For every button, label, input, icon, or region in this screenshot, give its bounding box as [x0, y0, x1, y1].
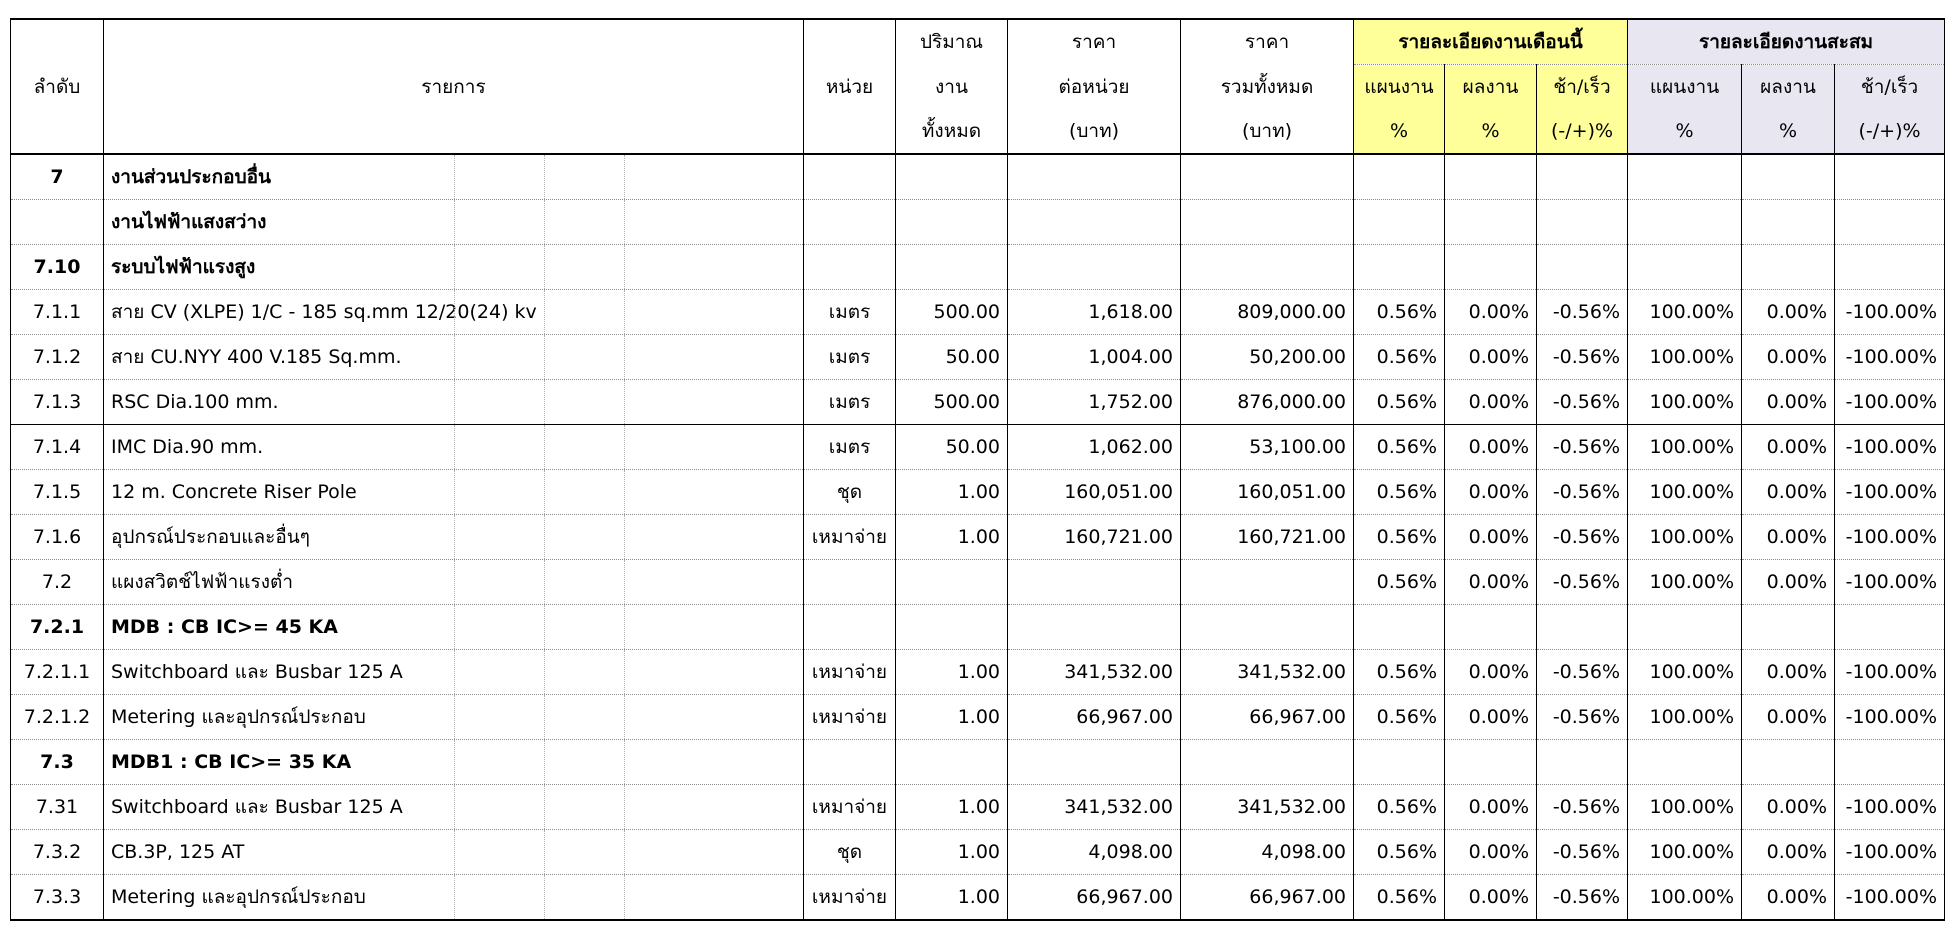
row-qty	[896, 560, 1008, 605]
row-cum-diff: -100.00%	[1835, 560, 1945, 605]
row-cum-diff: -100.00%	[1835, 335, 1945, 380]
row-cum-result	[1742, 605, 1835, 650]
row-item: RSC Dia.100 mm.	[104, 380, 804, 425]
row-unit-price: 160,051.00	[1008, 470, 1181, 515]
row-cum-plan	[1628, 154, 1742, 200]
row-total-price	[1181, 560, 1354, 605]
row-unit: เมตร	[804, 290, 896, 335]
grid-line	[454, 875, 455, 919]
row-month-diff: -0.56%	[1537, 785, 1628, 830]
grid-line	[624, 785, 625, 829]
row-cum-diff: -100.00%	[1835, 515, 1945, 560]
header-unit-price-1: ราคา	[1008, 19, 1181, 65]
row-month-result: 0.00%	[1445, 290, 1537, 335]
row-total-price	[1181, 200, 1354, 245]
grid-line	[544, 290, 545, 334]
table-row	[11, 695, 1945, 740]
row-total-price: 160,721.00	[1181, 515, 1354, 560]
grid-line	[624, 560, 625, 604]
row-cum-result	[1742, 154, 1835, 200]
row-unit-price: 66,967.00	[1008, 875, 1181, 921]
row-unit	[804, 154, 896, 200]
row-item: Switchboard และ Busbar 125 A	[104, 785, 804, 830]
row-total-price: 876,000.00	[1181, 380, 1354, 425]
row-month-plan: 0.56%	[1354, 560, 1445, 605]
row-month-diff	[1537, 740, 1628, 785]
row-qty: 1.00	[896, 650, 1008, 695]
row-total-price: 341,532.00	[1181, 650, 1354, 695]
grid-line	[544, 515, 545, 559]
row-unit-price	[1008, 740, 1181, 785]
grid-line	[544, 740, 545, 784]
row-month-plan: 0.56%	[1354, 785, 1445, 830]
grid-line	[624, 470, 625, 514]
grid-line	[454, 830, 455, 874]
row-total-price: 50,200.00	[1181, 335, 1354, 380]
row-seq: 7.2.1.1	[11, 650, 104, 695]
grid-line	[544, 155, 545, 199]
grid-line	[454, 695, 455, 739]
row-cum-diff: -100.00%	[1835, 470, 1945, 515]
row-unit: เหมาจ่าย	[804, 695, 896, 740]
grid-line	[454, 290, 455, 334]
row-month-plan: 0.56%	[1354, 425, 1445, 470]
row-cum-plan: 100.00%	[1628, 785, 1742, 830]
header-cum-diff: ช้า/เร็ว	[1835, 65, 1945, 110]
table-row	[11, 875, 1945, 921]
row-cum-result: 0.00%	[1742, 830, 1835, 875]
row-unit-price	[1008, 605, 1181, 650]
row-month-result: 0.00%	[1445, 695, 1537, 740]
row-month-diff: -0.56%	[1537, 695, 1628, 740]
header-seq: ลำดับ	[11, 19, 104, 154]
header-qty-2: งาน	[896, 65, 1008, 110]
grid-line	[544, 695, 545, 739]
row-month-plan: 0.56%	[1354, 335, 1445, 380]
row-total-price	[1181, 605, 1354, 650]
row-month-diff: -0.56%	[1537, 830, 1628, 875]
table-row	[11, 560, 1945, 605]
row-month-plan	[1354, 200, 1445, 245]
row-item: ระบบไฟฟ้าแรงสูง	[104, 245, 804, 290]
row-unit: เมตร	[804, 335, 896, 380]
grid-line	[454, 560, 455, 604]
row-cum-diff: -100.00%	[1835, 695, 1945, 740]
grid-line	[624, 695, 625, 739]
row-unit: เหมาจ่าย	[804, 650, 896, 695]
table-row	[11, 200, 1945, 245]
row-item: อุปกรณ์ประกอบและอื่นๆ	[104, 515, 804, 560]
row-unit-price: 1,004.00	[1008, 335, 1181, 380]
row-cum-diff	[1835, 200, 1945, 245]
header-unit: หน่วย	[804, 19, 896, 154]
header-month-result-unit: %	[1445, 109, 1537, 154]
table-row	[11, 335, 1945, 380]
row-month-diff	[1537, 200, 1628, 245]
row-unit-price: 1,752.00	[1008, 380, 1181, 425]
header-cum-diff-unit: (-/+)%	[1835, 109, 1945, 154]
grid-line	[454, 650, 455, 694]
row-cum-diff: -100.00%	[1835, 830, 1945, 875]
row-cum-plan: 100.00%	[1628, 650, 1742, 695]
row-unit-price	[1008, 245, 1181, 290]
row-unit-price	[1008, 200, 1181, 245]
row-unit-price: 66,967.00	[1008, 695, 1181, 740]
row-cum-result: 0.00%	[1742, 695, 1835, 740]
grid-line	[544, 470, 545, 514]
grid-line	[624, 155, 625, 199]
row-month-result: 0.00%	[1445, 380, 1537, 425]
row-seq: 7.3.2	[11, 830, 104, 875]
row-cum-result: 0.00%	[1742, 785, 1835, 830]
header-total-price-2: รวมทั้งหมด	[1181, 65, 1354, 110]
row-month-plan: 0.56%	[1354, 695, 1445, 740]
grid-line	[454, 155, 455, 199]
row-unit: เมตร	[804, 425, 896, 470]
row-month-result: 0.00%	[1445, 470, 1537, 515]
row-unit-price: 1,618.00	[1008, 290, 1181, 335]
row-qty: 500.00	[896, 380, 1008, 425]
grid-line	[454, 740, 455, 784]
row-qty: 500.00	[896, 290, 1008, 335]
row-item: Metering และอุปกรณ์ประกอบ	[104, 875, 804, 921]
row-qty: 1.00	[896, 695, 1008, 740]
table-row	[11, 290, 1945, 335]
header-month-plan: แผนงาน	[1354, 65, 1445, 110]
table-row	[11, 650, 1945, 695]
row-month-result	[1445, 605, 1537, 650]
row-cum-plan	[1628, 200, 1742, 245]
row-unit: เหมาจ่าย	[804, 515, 896, 560]
header-total-price-3: (บาท)	[1181, 109, 1354, 154]
row-month-result: 0.00%	[1445, 335, 1537, 380]
grid-line	[454, 470, 455, 514]
grid-line	[624, 245, 625, 289]
row-month-diff: -0.56%	[1537, 425, 1628, 470]
header-cum-plan: แผนงาน	[1628, 65, 1742, 110]
grid-line	[544, 200, 545, 244]
row-seq: 7.2	[11, 560, 104, 605]
row-cum-diff: -100.00%	[1835, 425, 1945, 470]
row-month-result	[1445, 740, 1537, 785]
header-cumulative: รายละเอียดงานสะสม	[1628, 19, 1945, 65]
row-month-result: 0.00%	[1445, 875, 1537, 921]
row-month-plan	[1354, 605, 1445, 650]
row-seq: 7.1.4	[11, 425, 104, 470]
row-total-price	[1181, 154, 1354, 200]
grid-line	[544, 785, 545, 829]
row-item: แผงสวิตช์ไฟฟ้าแรงต่ำ	[104, 560, 804, 605]
row-unit: ชุด	[804, 470, 896, 515]
header-month-diff-unit: (-/+)%	[1537, 109, 1628, 154]
row-cum-result: 0.00%	[1742, 560, 1835, 605]
table-row	[11, 425, 1945, 470]
row-cum-plan: 100.00%	[1628, 830, 1742, 875]
row-unit	[804, 740, 896, 785]
row-unit-price: 160,721.00	[1008, 515, 1181, 560]
header-total-price-1: ราคา	[1181, 19, 1354, 65]
row-cum-plan: 100.00%	[1628, 695, 1742, 740]
row-month-diff: -0.56%	[1537, 515, 1628, 560]
row-qty: 1.00	[896, 470, 1008, 515]
row-month-plan: 0.56%	[1354, 470, 1445, 515]
row-cum-diff: -100.00%	[1835, 875, 1945, 921]
row-cum-diff	[1835, 740, 1945, 785]
row-month-plan: 0.56%	[1354, 290, 1445, 335]
row-seq: 7.1.6	[11, 515, 104, 560]
row-qty	[896, 245, 1008, 290]
header-cum-plan-unit: %	[1628, 109, 1742, 154]
row-unit	[804, 560, 896, 605]
row-month-diff: -0.56%	[1537, 470, 1628, 515]
row-seq: 7.1.1	[11, 290, 104, 335]
grid-line	[544, 335, 545, 379]
grid-line	[624, 515, 625, 559]
row-qty: 1.00	[896, 875, 1008, 921]
row-qty: 1.00	[896, 785, 1008, 830]
row-month-plan: 0.56%	[1354, 875, 1445, 921]
grid-line	[454, 785, 455, 829]
row-item: 12 m. Concrete Riser Pole	[104, 470, 804, 515]
row-item: งานส่วนประกอบอื่น	[104, 154, 804, 200]
row-month-diff: -0.56%	[1537, 290, 1628, 335]
header-qty-3: ทั้งหมด	[896, 109, 1008, 154]
row-total-price: 66,967.00	[1181, 695, 1354, 740]
row-cum-plan	[1628, 605, 1742, 650]
grid-line	[624, 200, 625, 244]
row-cum-diff	[1835, 605, 1945, 650]
grid-line	[544, 830, 545, 874]
grid-line	[624, 290, 625, 334]
grid-line	[454, 515, 455, 559]
row-seq: 7.3.3	[11, 875, 104, 921]
row-unit: เมตร	[804, 380, 896, 425]
row-month-result: 0.00%	[1445, 425, 1537, 470]
progress-table	[10, 18, 1945, 921]
table-row	[11, 470, 1945, 515]
grid-line	[454, 380, 455, 424]
row-seq: 7.1.5	[11, 470, 104, 515]
row-cum-plan: 100.00%	[1628, 425, 1742, 470]
row-cum-plan: 100.00%	[1628, 470, 1742, 515]
row-cum-result: 0.00%	[1742, 335, 1835, 380]
grid-line	[544, 605, 545, 649]
row-seq: 7	[11, 154, 104, 200]
grid-line	[624, 425, 625, 469]
row-cum-result: 0.00%	[1742, 515, 1835, 560]
header-month-plan-unit: %	[1354, 109, 1445, 154]
row-item: CB.3P, 125 AT	[104, 830, 804, 875]
row-item: สาย CU.NYY 400 V.185 Sq.mm.	[104, 335, 804, 380]
row-unit-price	[1008, 154, 1181, 200]
row-month-plan: 0.56%	[1354, 515, 1445, 560]
row-month-plan: 0.56%	[1354, 650, 1445, 695]
grid-line	[624, 335, 625, 379]
row-seq: 7.2.1.2	[11, 695, 104, 740]
header-cum-result: ผลงาน	[1742, 65, 1835, 110]
grid-line	[624, 830, 625, 874]
row-cum-plan: 100.00%	[1628, 515, 1742, 560]
row-seq: 7.2.1	[11, 605, 104, 650]
header-cum-result-unit: %	[1742, 109, 1835, 154]
row-cum-plan: 100.00%	[1628, 335, 1742, 380]
row-unit: เหมาจ่าย	[804, 785, 896, 830]
row-cum-result	[1742, 245, 1835, 290]
row-unit: เหมาจ่าย	[804, 875, 896, 921]
row-cum-diff: -100.00%	[1835, 290, 1945, 335]
row-cum-result: 0.00%	[1742, 380, 1835, 425]
header-item: รายการ	[104, 19, 804, 154]
grid-line	[624, 740, 625, 784]
grid-line	[624, 605, 625, 649]
row-month-result: 0.00%	[1445, 830, 1537, 875]
table-row	[11, 245, 1945, 290]
row-unit	[804, 605, 896, 650]
row-unit-price: 4,098.00	[1008, 830, 1181, 875]
table-row	[11, 830, 1945, 875]
table-row	[11, 740, 1945, 785]
row-item: Switchboard และ Busbar 125 A	[104, 650, 804, 695]
row-qty: 1.00	[896, 830, 1008, 875]
row-seq: 7.1.2	[11, 335, 104, 380]
grid-line	[544, 245, 545, 289]
row-total-price	[1181, 245, 1354, 290]
row-unit: ชุด	[804, 830, 896, 875]
row-seq	[11, 200, 104, 245]
header-this-month: รายละเอียดงานเดือนนี้	[1354, 19, 1628, 65]
row-seq: 7.31	[11, 785, 104, 830]
row-month-diff: -0.56%	[1537, 380, 1628, 425]
row-cum-plan: 100.00%	[1628, 875, 1742, 921]
table-row	[11, 380, 1945, 425]
row-cum-result: 0.00%	[1742, 425, 1835, 470]
grid-line	[454, 200, 455, 244]
row-month-result: 0.00%	[1445, 515, 1537, 560]
row-item: IMC Dia.90 mm.	[104, 425, 804, 470]
row-seq: 7.1.3	[11, 380, 104, 425]
row-cum-diff: -100.00%	[1835, 650, 1945, 695]
row-month-diff	[1537, 245, 1628, 290]
row-total-price: 53,100.00	[1181, 425, 1354, 470]
row-month-diff: -0.56%	[1537, 560, 1628, 605]
row-total-price: 66,967.00	[1181, 875, 1354, 921]
header-month-result: ผลงาน	[1445, 65, 1537, 110]
row-cum-result: 0.00%	[1742, 290, 1835, 335]
row-total-price	[1181, 740, 1354, 785]
row-month-result: 0.00%	[1445, 650, 1537, 695]
header-unit-price-2: ต่อหน่วย	[1008, 65, 1181, 110]
grid-line	[624, 380, 625, 424]
row-qty: 1.00	[896, 515, 1008, 560]
table-row	[11, 785, 1945, 830]
row-cum-diff	[1835, 245, 1945, 290]
row-qty	[896, 605, 1008, 650]
grid-line	[624, 650, 625, 694]
row-cum-diff: -100.00%	[1835, 785, 1945, 830]
row-cum-diff	[1835, 154, 1945, 200]
row-qty	[896, 154, 1008, 200]
row-cum-result	[1742, 200, 1835, 245]
row-cum-result: 0.00%	[1742, 650, 1835, 695]
row-seq: 7.3	[11, 740, 104, 785]
grid-line	[544, 425, 545, 469]
row-unit-price	[1008, 560, 1181, 605]
table-row	[11, 605, 1945, 650]
row-item: สาย CV (XLPE) 1/C - 185 sq.mm 12/20(24) kv	[104, 290, 804, 335]
row-cum-plan: 100.00%	[1628, 290, 1742, 335]
grid-line	[544, 650, 545, 694]
row-qty: 50.00	[896, 335, 1008, 380]
row-month-diff: -0.56%	[1537, 875, 1628, 921]
row-item: งานไฟฟ้าแสงสว่าง	[104, 200, 804, 245]
row-month-diff	[1537, 154, 1628, 200]
grid-line	[544, 875, 545, 919]
row-cum-result: 0.00%	[1742, 875, 1835, 921]
row-total-price: 809,000.00	[1181, 290, 1354, 335]
header-unit-price-3: (บาท)	[1008, 109, 1181, 154]
row-cum-plan: 100.00%	[1628, 380, 1742, 425]
row-item: MDB : CB IC>= 45 KA	[104, 605, 804, 650]
row-month-diff: -0.56%	[1537, 335, 1628, 380]
grid-line	[454, 605, 455, 649]
row-total-price: 4,098.00	[1181, 830, 1354, 875]
row-total-price: 341,532.00	[1181, 785, 1354, 830]
row-item: MDB1 : CB IC>= 35 KA	[104, 740, 804, 785]
row-month-result: 0.00%	[1445, 560, 1537, 605]
row-cum-plan	[1628, 245, 1742, 290]
row-cum-plan	[1628, 740, 1742, 785]
row-qty: 50.00	[896, 425, 1008, 470]
table-row	[11, 154, 1945, 200]
grid-line	[544, 560, 545, 604]
row-cum-plan: 100.00%	[1628, 560, 1742, 605]
row-unit	[804, 245, 896, 290]
row-month-plan	[1354, 740, 1445, 785]
row-month-result	[1445, 154, 1537, 200]
grid-line	[624, 875, 625, 919]
row-month-plan: 0.56%	[1354, 380, 1445, 425]
row-cum-result	[1742, 740, 1835, 785]
row-month-result: 0.00%	[1445, 785, 1537, 830]
header-month-diff: ช้า/เร็ว	[1537, 65, 1628, 110]
row-cum-diff: -100.00%	[1835, 380, 1945, 425]
header-qty-1: ปริมาณ	[896, 19, 1008, 65]
row-month-plan	[1354, 245, 1445, 290]
row-total-price: 160,051.00	[1181, 470, 1354, 515]
grid-line	[454, 425, 455, 469]
row-unit-price: 341,532.00	[1008, 785, 1181, 830]
row-unit-price: 341,532.00	[1008, 650, 1181, 695]
row-unit	[804, 200, 896, 245]
row-item: Metering และอุปกรณ์ประกอบ	[104, 695, 804, 740]
row-unit-price: 1,062.00	[1008, 425, 1181, 470]
grid-line	[454, 335, 455, 379]
row-qty	[896, 200, 1008, 245]
row-month-result	[1445, 245, 1537, 290]
table-row	[11, 515, 1945, 560]
row-month-result	[1445, 200, 1537, 245]
row-month-diff	[1537, 605, 1628, 650]
row-month-plan	[1354, 154, 1445, 200]
grid-line	[544, 380, 545, 424]
grid-line	[454, 245, 455, 289]
row-cum-result: 0.00%	[1742, 470, 1835, 515]
row-qty	[896, 740, 1008, 785]
row-month-diff: -0.56%	[1537, 650, 1628, 695]
row-month-plan: 0.56%	[1354, 830, 1445, 875]
row-seq: 7.10	[11, 245, 104, 290]
